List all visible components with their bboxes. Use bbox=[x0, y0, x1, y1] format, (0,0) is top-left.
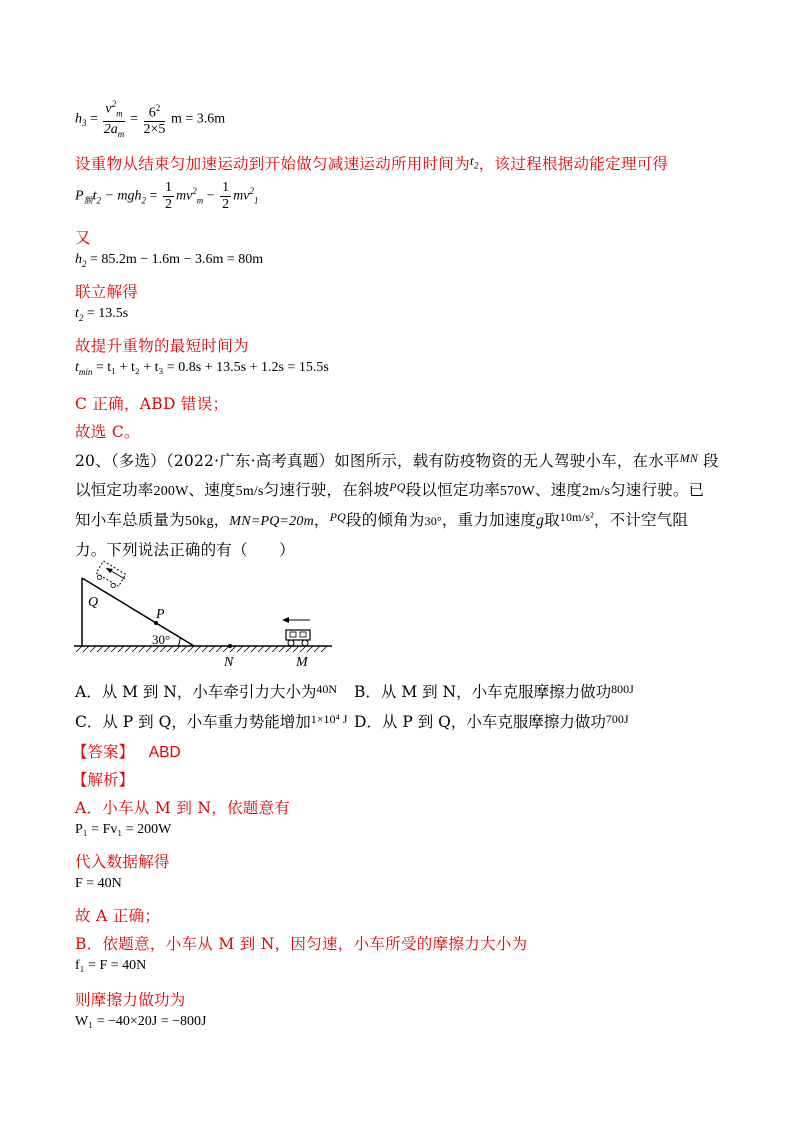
c-correct-text: C 正确，ABD 错误； bbox=[75, 395, 229, 413]
option-d: D．从 P 到 Q，小车克服摩擦力做功$^{700J}$ bbox=[354, 712, 629, 731]
w1-equation: W₁ = −40×20J = −800J bbox=[75, 1014, 207, 1029]
answer-b-intro: B．依题意，小车从 M 到 N，因匀速，小车所受的摩擦力大小为 bbox=[75, 935, 528, 953]
min-time-text: 故提升重物的最短时间为 bbox=[75, 337, 249, 355]
dashed-cart bbox=[94, 561, 126, 590]
lianli-text: 联立解得 bbox=[75, 283, 139, 301]
p1-equation: P₁ = Fv₁ = 200W bbox=[75, 822, 172, 837]
sub-data-text: 代入数据解得 bbox=[75, 853, 170, 871]
answer-line: 【答案】 ABD bbox=[72, 743, 181, 761]
t2-intro-text: 设重物从结束匀加速运动到开始做匀减速运动所用时间为$^{t_2}$，该过程根据动能定理可得 bbox=[75, 153, 669, 173]
h2-equation: $h_2 = 85.2m - 1.6m - 3.6m = 80m$ bbox=[75, 252, 264, 269]
tmin-equation: $t_{min} = t_1 + t_2 + t_3 = 0.8s + 13.5s + 1.2s = 15.5s$ bbox=[75, 360, 329, 377]
label-m: M bbox=[296, 655, 308, 670]
analysis-label: 【解析】 bbox=[72, 771, 135, 789]
option-c: C．从 P 到 Q，小车重力势能增加$^{1\times 10^4 J}$ bbox=[75, 712, 348, 731]
gu-xuan-text: 故选 C。 bbox=[75, 423, 140, 441]
label-p: P bbox=[156, 607, 165, 622]
question-line-3: 知小车总质量为50kg，MN=PQ=20m，$^{PQ}$段的倾角为30°，重力加速度g取$^{10m/s^2}$，不计空气阻 bbox=[75, 510, 689, 529]
label-angle: 30° bbox=[152, 632, 171, 647]
h3-equation: $h_3$ = $\frac{v^2_m}{2a_m}$ = $\frac{6^2}{2\times 5}$ m = 3.6m bbox=[75, 96, 225, 142]
energy-equation: $P_额t_2 - mgh_2$ = $\frac{1}{2}$ $mv^2_m$ − $\frac{1}{2}$ $mv^2_1$ bbox=[75, 180, 259, 212]
work-intro-text: 则摩擦力做功为 bbox=[75, 991, 186, 1009]
incline-slope bbox=[82, 578, 194, 646]
t2-equation: $t_2 = 13.5s$ bbox=[75, 306, 129, 323]
a-correct-text: 故 A 正确； bbox=[75, 907, 161, 925]
angle-arc bbox=[178, 638, 180, 646]
incline-figure bbox=[70, 560, 340, 672]
question-line-1: 20、（多选）（2022·广东·高考真题）如图所示，载有防疫物资的无人驾驶小车，在水平$^{MN}$ 段 bbox=[75, 451, 719, 470]
you-text: 又 bbox=[75, 229, 91, 247]
label-q: Q bbox=[88, 595, 99, 610]
f1-equation: f₁ = F = 40N bbox=[75, 958, 147, 973]
point-n-dot bbox=[228, 644, 232, 648]
label-n: N bbox=[224, 655, 234, 670]
option-a: A．从 M 到 N，小车牵引力大小为$^{40N}$ bbox=[75, 682, 338, 701]
question-line-4: 力。下列说法正确的有（ ） bbox=[75, 541, 295, 559]
cart-m bbox=[286, 630, 310, 646]
ground-hatching bbox=[76, 646, 327, 652]
option-b: B．从 M 到 N，小车克服摩擦力做功$^{800J}$ bbox=[354, 682, 634, 701]
f-equation: F = 40N bbox=[75, 876, 122, 891]
question-line-2: 以恒定功率200W、速度5m/s匀速行驶，在斜坡$^{PQ}$段以恒定功率570W、速度2m/s匀速行驶。已 bbox=[75, 480, 705, 499]
answer-a-intro: A．小车从 M 到 N，依题意有 bbox=[75, 799, 291, 817]
